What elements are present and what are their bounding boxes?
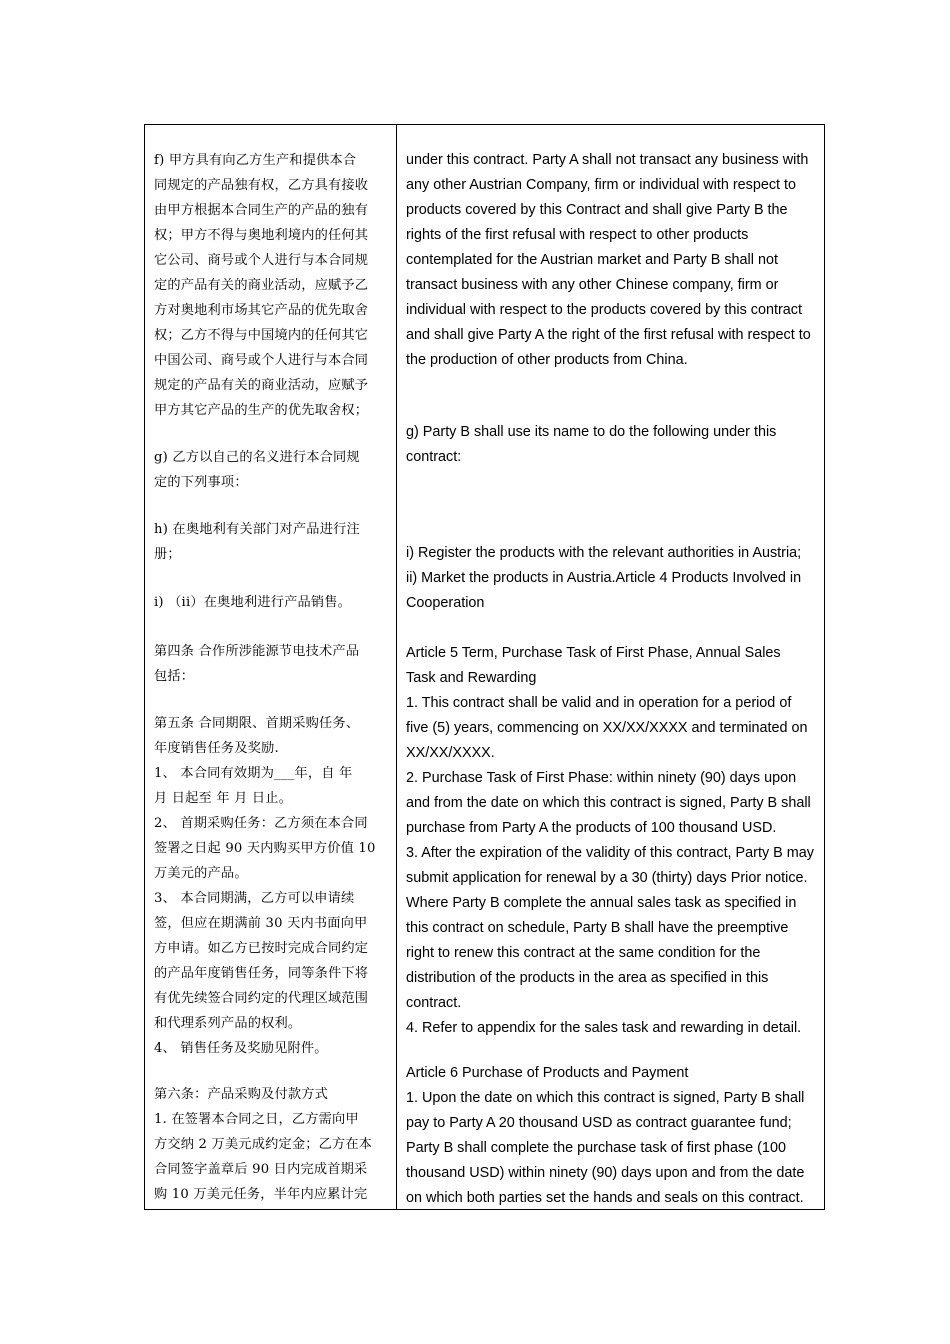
clause-f-zh: f) 甲方具有向乙方生产和提供本合 同规定的产品独有权，乙方具有接收 由甲方根据本合同生产的产品的独有 权；甲方不得与奥地利境内的任何其 它公司、商号或个人进行与本合同规 定的产品有关的商业活动，应赋予乙 方对奥地利市场其它产品的优先取舍 权；乙方不得与中国境内的任何其它 中国公司、商号或个人进行与本合同 规定的产品有关的商业活动，应赋予 甲方其它产品的生产的优先取舍权； (154, 153, 369, 418)
article-5-en: Article 5 Term, Purchase Task of First Phase, Annual Sales Task and Rewarding 1. This contract shall be valid and in operation for a period of five (5) years, commencing on XX/XX/XXXX and terminated on XX/XX/XXXX. 2. Purchase Task of First Phase: within ninety (90) days upon and from the date on which this contract is signed, Party B shall purchase from Party A the products of 100 thousand USD. 3. After the expiration of the validity of this contract, Party B may submit application for renewal by a 30 (thirty) days Prior notice. Where Party B complete the annual sales task as specified in this contract on schedule, Party B shall have the preemptive right to renew this contract at the same condition for the distribution of the products in the area as specified in this contract. 4. Refer to appendix for the sales task and rewarding in detail. (406, 645, 814, 1036)
clause-h-zh: h) 在奥地利有关部门对产品进行注 册； (154, 522, 360, 562)
clause-g-zh: g) 乙方以自己的名义进行本合同规 定的下列事项： (154, 450, 360, 490)
article-4-zh: 第四条 合作所涉能源节电技术产品 包括： (154, 644, 360, 684)
english-column (397, 125, 824, 1209)
clause-h-i-en: i) Register the products with the relevant authorities in Austria; ii) Market the products in Austria.Article 4 Products Involved in Cooperation (406, 545, 802, 611)
clause-g-en: g) Party B shall use its name to do the following under this contract: (406, 424, 777, 465)
article-6-zh: 第六条：产品采购及付款方式 1. 在签署本合同之日，乙方需向甲 方交纳 2 万美元成约定金；乙方在本 合同签字盖章后 90 日内完成首期采 购 10 万美元任务，半年内应累计完 (154, 1087, 373, 1202)
article-6-en: Article 6 Purchase of Products and Payment 1. Upon the date on which this contract is signed, Party B shall pay to Party A 20 thousand USD as contract guarantee fund; Party B shall complete the purchase task of first phase (100 thousand USD) within ninety (90) days upon and from the date on which both parties set the hands and seals on this contract. (406, 1065, 805, 1206)
article-5-zh: 第五条 合同期限、首期采购任务、 年度销售任务及奖励. 1、 本合同有效期为___年，自 年 月 日起至 年 月 日止。 2、 首期采购任务：乙方须在本合同 签署之日起 90 天内购买甲方价值 10 万美元的产品。 3、 本合同期满，乙方可以申请续 签，但应在期满前 30 天内书面向甲 方申请。如乙方已按时完成合同约定 的产品年度销售任务，同等条件下将 有优先续签合同约定的代理区域范围 和代理系列产品的权利。 4、 销售任务及奖励见附件。 (154, 716, 376, 1056)
clause-i-zh: i) （ii）在奥地利进行产品销售。 (154, 595, 352, 610)
clause-f-en: under this contract. Party A shall not transact any business with any other Austrian Company, firm or individual with respect to products covered by this Contract and shall give Party B the rights of the first refusal with respect to other products contemplated for the Austrian market and Party B shall not transact business with any other Chinese company, firm or individual with respect to the products covered by this contract and shall give Party A the right of the first refusal with respect to the production of other products from China. (406, 152, 811, 368)
bilingual-contract-table (144, 124, 825, 1210)
chinese-column (145, 125, 397, 1209)
